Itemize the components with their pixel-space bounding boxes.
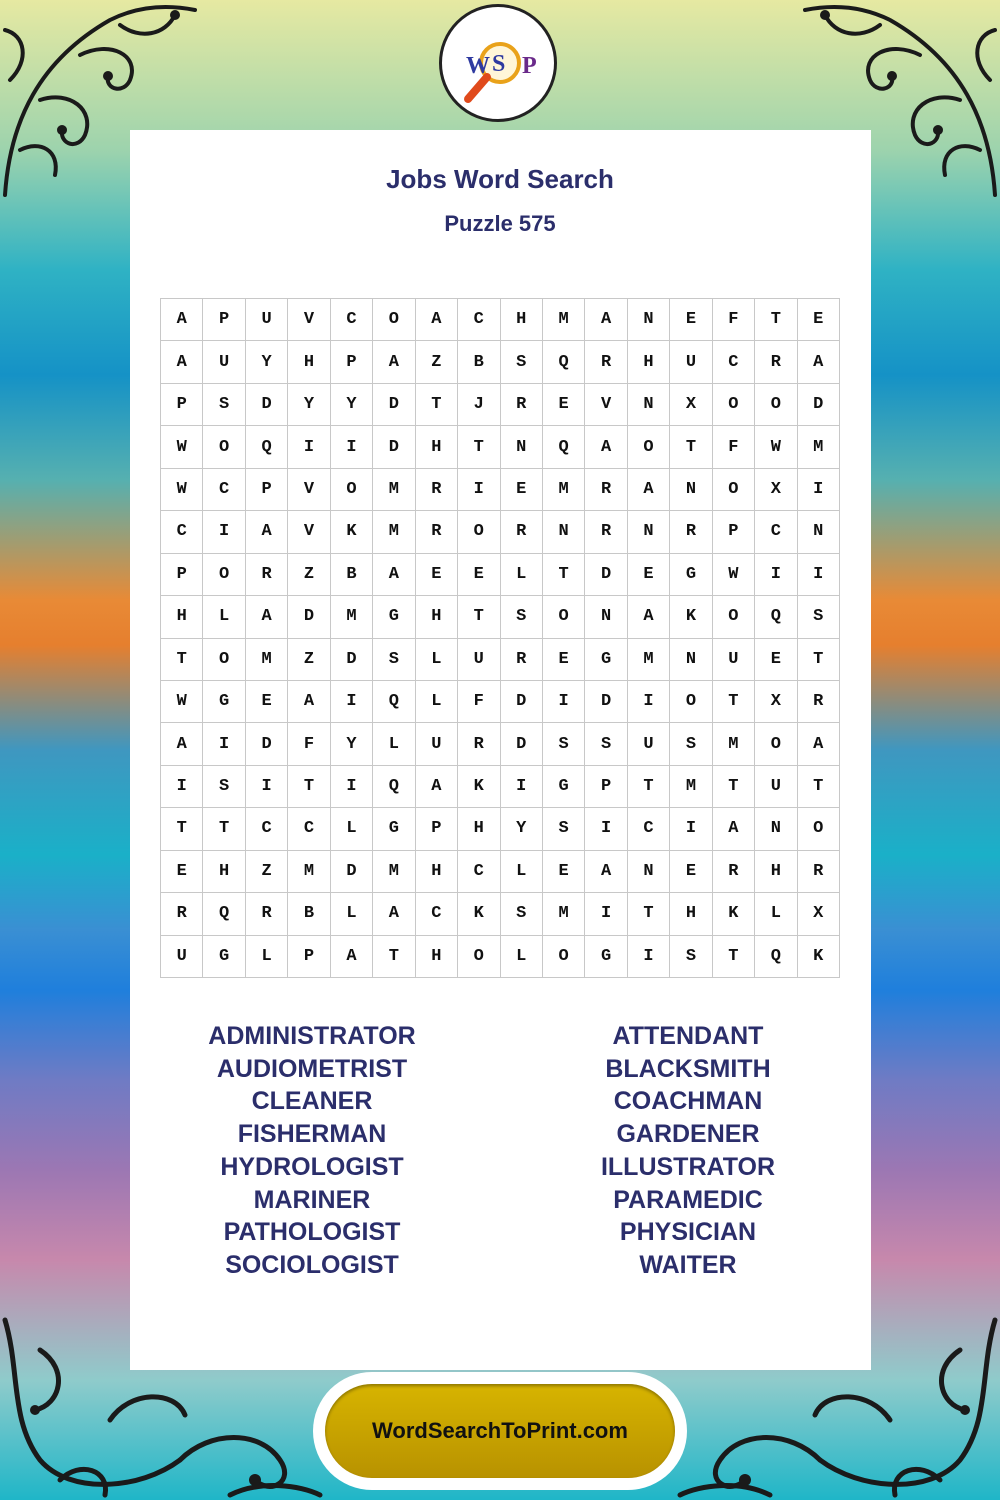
grid-cell[interactable]: R [501,639,543,681]
grid-cell[interactable]: C [713,341,755,383]
grid-cell[interactable]: A [246,511,288,553]
grid-cell[interactable]: P [161,384,203,426]
puzzle-number: Puzzle 575 [444,211,556,236]
grid-cell[interactable]: U [246,299,288,341]
wsp-logo [439,4,557,122]
grid-cell[interactable]: O [713,596,755,638]
grid-cell[interactable]: C [288,808,330,850]
grid-cell[interactable]: T [798,766,840,808]
grid-cell[interactable]: X [755,469,797,511]
word-list-item: COACHMAN [613,1087,763,1116]
grid-cell[interactable]: P [203,299,245,341]
grid-cell[interactable]: T [713,936,755,978]
grid-cell[interactable]: N [670,469,712,511]
grid-cell[interactable]: C [628,808,670,850]
grid-cell[interactable]: S [798,596,840,638]
grid-cell[interactable]: Y [331,384,373,426]
grid-cell[interactable]: O [670,681,712,723]
grid-cell[interactable]: R [713,851,755,893]
grid-cell[interactable]: Z [288,554,330,596]
grid-cell[interactable]: K [798,936,840,978]
grid-cell[interactable]: A [288,681,330,723]
footer-site-label: WordSearchToPrint.com [372,1418,628,1443]
footer-site-badge[interactable] [325,1384,675,1478]
grid-cell[interactable]: C [246,808,288,850]
grid-cell[interactable]: R [585,511,627,553]
grid-cell[interactable]: M [543,299,585,341]
grid-cell[interactable]: Q [543,341,585,383]
grid-cell[interactable]: R [416,511,458,553]
grid-cell[interactable]: V [288,299,330,341]
grid-cell[interactable]: Y [331,723,373,765]
logo-letter-s: S [492,51,506,77]
grid-cell[interactable]: M [373,851,415,893]
grid-cell[interactable]: R [585,469,627,511]
grid-cell[interactable]: R [416,469,458,511]
grid-cell[interactable]: D [331,639,373,681]
grid-cell[interactable]: T [416,384,458,426]
grid-cell[interactable]: V [288,511,330,553]
grid-cell[interactable]: Q [373,766,415,808]
grid-cell[interactable]: R [798,851,840,893]
grid-cell[interactable]: R [246,893,288,935]
grid-cell[interactable]: L [331,893,373,935]
word-list-item: FISHERMAN [237,1120,387,1149]
grid-cell[interactable]: N [585,596,627,638]
grid-cell[interactable]: I [798,469,840,511]
grid-cell[interactable]: F [713,426,755,468]
grid-cell[interactable]: S [670,936,712,978]
grid-cell[interactable]: O [203,426,245,468]
grid-cell[interactable]: X [755,681,797,723]
grid-cell[interactable]: A [585,851,627,893]
grid-cell[interactable]: H [755,851,797,893]
grid-cell[interactable]: D [585,554,627,596]
grid-cell[interactable]: L [416,681,458,723]
grid-cell[interactable]: A [416,299,458,341]
grid-cell[interactable]: R [501,511,543,553]
grid-cell[interactable]: N [628,299,670,341]
grid-cell[interactable]: W [161,681,203,723]
grid-cell[interactable]: K [331,511,373,553]
word-list-item: WAITER [639,1250,737,1279]
grid-cell[interactable]: L [501,554,543,596]
grid-cell[interactable]: I [670,808,712,850]
grid-cell[interactable]: R [798,681,840,723]
grid-cell[interactable]: H [458,808,500,850]
grid-cell[interactable]: A [373,893,415,935]
grid-cell[interactable]: M [713,723,755,765]
grid-cell[interactable]: S [501,341,543,383]
grid-cell[interactable]: G [203,936,245,978]
grid-cell[interactable]: E [458,554,500,596]
grid-cell[interactable]: I [331,426,373,468]
word-list-item: MARINER [253,1185,371,1214]
grid-cell[interactable]: D [331,851,373,893]
grid-cell[interactable]: C [416,893,458,935]
grid-cell[interactable]: O [713,469,755,511]
grid-cell[interactable]: X [670,384,712,426]
grid-cell[interactable]: Q [543,426,585,468]
grid-cell[interactable]: M [543,893,585,935]
grid-cell[interactable]: H [628,341,670,383]
grid-cell[interactable]: I [585,808,627,850]
grid-cell[interactable]: A [416,766,458,808]
grid-cell[interactable]: D [288,596,330,638]
grid-cell[interactable]: X [798,893,840,935]
grid-cell[interactable]: M [670,766,712,808]
grid-cell[interactable]: I [501,766,543,808]
grid-cell[interactable]: U [628,723,670,765]
grid-cell[interactable]: I [628,681,670,723]
word-list-item: ILLUSTRATOR [600,1152,776,1181]
grid-cell[interactable]: M [331,596,373,638]
grid-cell[interactable]: H [416,851,458,893]
grid-cell[interactable]: G [670,554,712,596]
grid-cell[interactable]: M [628,639,670,681]
grid-cell[interactable]: U [161,936,203,978]
grid-cell[interactable]: L [501,851,543,893]
grid-cell[interactable]: U [713,639,755,681]
grid-cell[interactable]: C [161,511,203,553]
grid-cell[interactable]: D [501,681,543,723]
word-list-item: PATHOLOGIST [223,1218,401,1247]
grid-cell[interactable]: S [501,893,543,935]
grid-cell[interactable]: I [161,766,203,808]
grid-cell[interactable]: F [713,299,755,341]
grid-cell[interactable]: R [161,893,203,935]
grid-cell[interactable]: F [288,723,330,765]
grid-cell[interactable]: P [161,554,203,596]
grid-cell[interactable]: R [501,384,543,426]
grid-cell[interactable]: R [246,554,288,596]
grid-cell[interactable]: E [543,639,585,681]
word-list-right [528,1020,848,1282]
grid-cell[interactable]: H [416,596,458,638]
grid-cell[interactable]: S [203,384,245,426]
grid-cell[interactable]: C [755,511,797,553]
grid-cell[interactable]: T [713,766,755,808]
grid-cell[interactable]: I [585,893,627,935]
grid-cell[interactable]: L [373,723,415,765]
grid-cell[interactable]: N [670,639,712,681]
grid-cell[interactable]: O [543,596,585,638]
grid-cell[interactable]: H [416,936,458,978]
grid-cell[interactable]: O [755,723,797,765]
grid-cell[interactable]: I [798,554,840,596]
grid-cell[interactable]: B [458,341,500,383]
grid-cell[interactable]: S [543,808,585,850]
grid-cell[interactable]: R [458,723,500,765]
grid-cell[interactable]: Q [246,426,288,468]
grid-cell[interactable]: G [585,936,627,978]
grid-cell[interactable]: A [161,723,203,765]
grid-cell[interactable]: A [628,596,670,638]
letter-grid [160,298,840,978]
grid-cell[interactable]: H [288,341,330,383]
grid-cell[interactable]: A [798,723,840,765]
grid-cell[interactable]: H [501,299,543,341]
grid-cell[interactable]: O [713,384,755,426]
word-list-item: PARAMEDIC [613,1185,763,1214]
grid-cell[interactable]: U [755,766,797,808]
grid-cell[interactable]: D [373,426,415,468]
grid-cell[interactable]: N [798,511,840,553]
grid-cell[interactable]: O [755,384,797,426]
word-list-item: ADMINISTRATOR [208,1022,416,1050]
word-list-left [152,1020,472,1282]
grid-cell[interactable]: L [203,596,245,638]
grid-cell[interactable]: T [670,426,712,468]
grid-cell[interactable]: A [373,341,415,383]
grid-cell[interactable]: A [373,554,415,596]
grid-cell[interactable]: A [246,596,288,638]
grid-cell[interactable]: F [458,681,500,723]
grid-cell[interactable]: T [288,766,330,808]
grid-cell[interactable]: S [203,766,245,808]
word-list-item: BLACKSMITH [605,1054,771,1083]
grid-cell[interactable]: N [628,851,670,893]
grid-cell[interactable]: I [331,681,373,723]
grid-cell[interactable]: Q [755,936,797,978]
grid-cell[interactable]: M [246,639,288,681]
grid-cell[interactable]: L [755,893,797,935]
word-list-item: CLEANER [251,1087,373,1116]
grid-cell[interactable]: W [713,554,755,596]
grid-cell[interactable]: C [203,469,245,511]
grid-cell[interactable]: H [203,851,245,893]
grid-cell[interactable]: N [543,511,585,553]
grid-cell[interactable]: I [203,723,245,765]
grid-cell[interactable]: M [373,511,415,553]
grid-cell[interactable]: T [373,936,415,978]
grid-cell[interactable]: E [501,469,543,511]
grid-cell[interactable]: T [458,426,500,468]
grid-cell[interactable]: T [798,639,840,681]
grid-cell[interactable]: E [416,554,458,596]
word-list-item: AUDIOMETRIST [216,1054,408,1083]
grid-cell[interactable]: Z [288,639,330,681]
grid-cell[interactable]: H [670,893,712,935]
grid-cell[interactable]: A [628,469,670,511]
grid-cell[interactable]: M [798,426,840,468]
grid-cell[interactable]: O [331,469,373,511]
grid-cell[interactable]: U [416,723,458,765]
grid-cell[interactable]: O [203,639,245,681]
grid-cell[interactable]: I [288,426,330,468]
grid-cell[interactable]: Z [416,341,458,383]
grid-cell[interactable]: E [628,554,670,596]
grid-cell[interactable]: R [670,511,712,553]
grid-cell[interactable]: M [543,469,585,511]
grid-cell[interactable]: A [713,808,755,850]
grid-cell[interactable]: I [203,511,245,553]
grid-cell[interactable]: A [161,299,203,341]
grid-cell[interactable]: N [628,511,670,553]
grid-cell[interactable]: Z [246,851,288,893]
grid-cell[interactable]: K [713,893,755,935]
grid-cell[interactable]: S [543,723,585,765]
grid-cell[interactable]: I [543,681,585,723]
grid-cell[interactable]: E [670,851,712,893]
grid-cell[interactable]: W [161,426,203,468]
grid-cell[interactable]: B [331,554,373,596]
grid-cell[interactable]: T [458,596,500,638]
grid-cell[interactable]: D [246,723,288,765]
grid-cell[interactable]: Q [203,893,245,935]
grid-cell[interactable]: J [458,384,500,426]
grid-cell[interactable]: B [288,893,330,935]
word-list-item: SOCIOLOGIST [225,1250,399,1279]
grid-cell[interactable]: M [373,469,415,511]
grid-cell[interactable]: U [458,639,500,681]
grid-cell[interactable]: S [670,723,712,765]
grid-cell[interactable]: E [670,299,712,341]
grid-cell[interactable]: D [373,384,415,426]
grid-cell[interactable]: G [543,766,585,808]
grid-cell[interactable]: W [161,469,203,511]
magnifier-icon [442,7,554,119]
grid-cell[interactable]: A [331,936,373,978]
grid-cell[interactable]: O [458,936,500,978]
grid-cell[interactable]: D [501,723,543,765]
grid-cell[interactable]: G [203,681,245,723]
grid-cell[interactable]: E [543,384,585,426]
grid-cell[interactable]: I [246,766,288,808]
grid-cell[interactable]: I [755,554,797,596]
page-title: Jobs Word Search [386,164,614,194]
grid-cell[interactable]: T [713,681,755,723]
grid-cell[interactable]: E [755,639,797,681]
grid-cell[interactable]: S [373,639,415,681]
grid-cell[interactable]: N [628,384,670,426]
grid-cell[interactable]: D [798,384,840,426]
grid-cell[interactable]: E [161,851,203,893]
grid-cell[interactable]: O [373,299,415,341]
grid-cell[interactable]: P [246,469,288,511]
grid-cell[interactable]: T [161,808,203,850]
grid-cell[interactable]: Y [246,341,288,383]
grid-cell[interactable]: O [458,511,500,553]
word-list-item: PHYSICIAN [619,1218,757,1247]
grid-cell[interactable]: H [416,426,458,468]
grid-cell[interactable]: E [246,681,288,723]
grid-cell[interactable]: C [331,299,373,341]
grid-cell[interactable]: S [501,596,543,638]
grid-cell[interactable]: I [458,469,500,511]
grid-cell[interactable]: Y [501,808,543,850]
grid-cell[interactable]: E [798,299,840,341]
grid-cell[interactable]: E [543,851,585,893]
grid-cell[interactable]: P [416,808,458,850]
grid-cell[interactable]: U [203,341,245,383]
grid-cell[interactable]: L [246,936,288,978]
grid-cell[interactable]: A [161,341,203,383]
grid-cell[interactable]: D [585,681,627,723]
grid-cell[interactable]: U [670,341,712,383]
grid-cell[interactable]: A [585,426,627,468]
grid-cell[interactable]: L [416,639,458,681]
grid-cell[interactable]: C [458,851,500,893]
grid-cell[interactable]: Y [288,384,330,426]
grid-cell[interactable]: T [755,299,797,341]
grid-cell[interactable]: D [246,384,288,426]
logo-letter-p: P [522,53,537,79]
grid-cell[interactable]: O [543,936,585,978]
grid-cell[interactable]: K [458,766,500,808]
grid-cell[interactable]: N [501,426,543,468]
grid-cell[interactable]: P [331,341,373,383]
word-list-item: HYDROLOGIST [220,1152,404,1181]
grid-cell[interactable]: P [713,511,755,553]
grid-cell[interactable]: H [161,596,203,638]
grid-cell[interactable]: S [585,723,627,765]
grid-cell[interactable]: N [755,808,797,850]
grid-cell[interactable]: V [288,469,330,511]
grid-cell[interactable]: V [585,384,627,426]
grid-cell[interactable]: M [288,851,330,893]
grid-cell[interactable]: R [585,341,627,383]
grid-cell[interactable]: O [203,554,245,596]
grid-cell[interactable]: C [458,299,500,341]
grid-cell[interactable]: Q [755,596,797,638]
grid-cell[interactable]: G [585,639,627,681]
grid-cell[interactable]: Q [373,681,415,723]
grid-cell[interactable]: T [628,893,670,935]
grid-cell[interactable]: A [798,341,840,383]
grid-cell[interactable]: I [331,766,373,808]
grid-cell[interactable]: G [373,808,415,850]
grid-cell[interactable]: G [373,596,415,638]
grid-cell[interactable]: R [755,341,797,383]
logo-letter-w: W [466,53,490,79]
grid-cell[interactable]: O [628,426,670,468]
word-list-item: ATTENDANT [612,1022,764,1050]
grid-cell[interactable]: L [331,808,373,850]
grid-cell[interactable]: L [501,936,543,978]
grid-cell[interactable]: I [628,936,670,978]
grid-cell[interactable]: T [161,639,203,681]
word-list-item: GARDENER [616,1120,760,1149]
grid-cell[interactable]: O [798,808,840,850]
grid-cell[interactable]: K [670,596,712,638]
grid-cell[interactable]: P [288,936,330,978]
grid-cell[interactable]: T [628,766,670,808]
grid-cell[interactable]: K [458,893,500,935]
grid-cell[interactable]: T [543,554,585,596]
grid-cell[interactable]: W [755,426,797,468]
grid-cell[interactable]: A [585,299,627,341]
grid-cell[interactable]: P [585,766,627,808]
grid-cell[interactable]: T [203,808,245,850]
